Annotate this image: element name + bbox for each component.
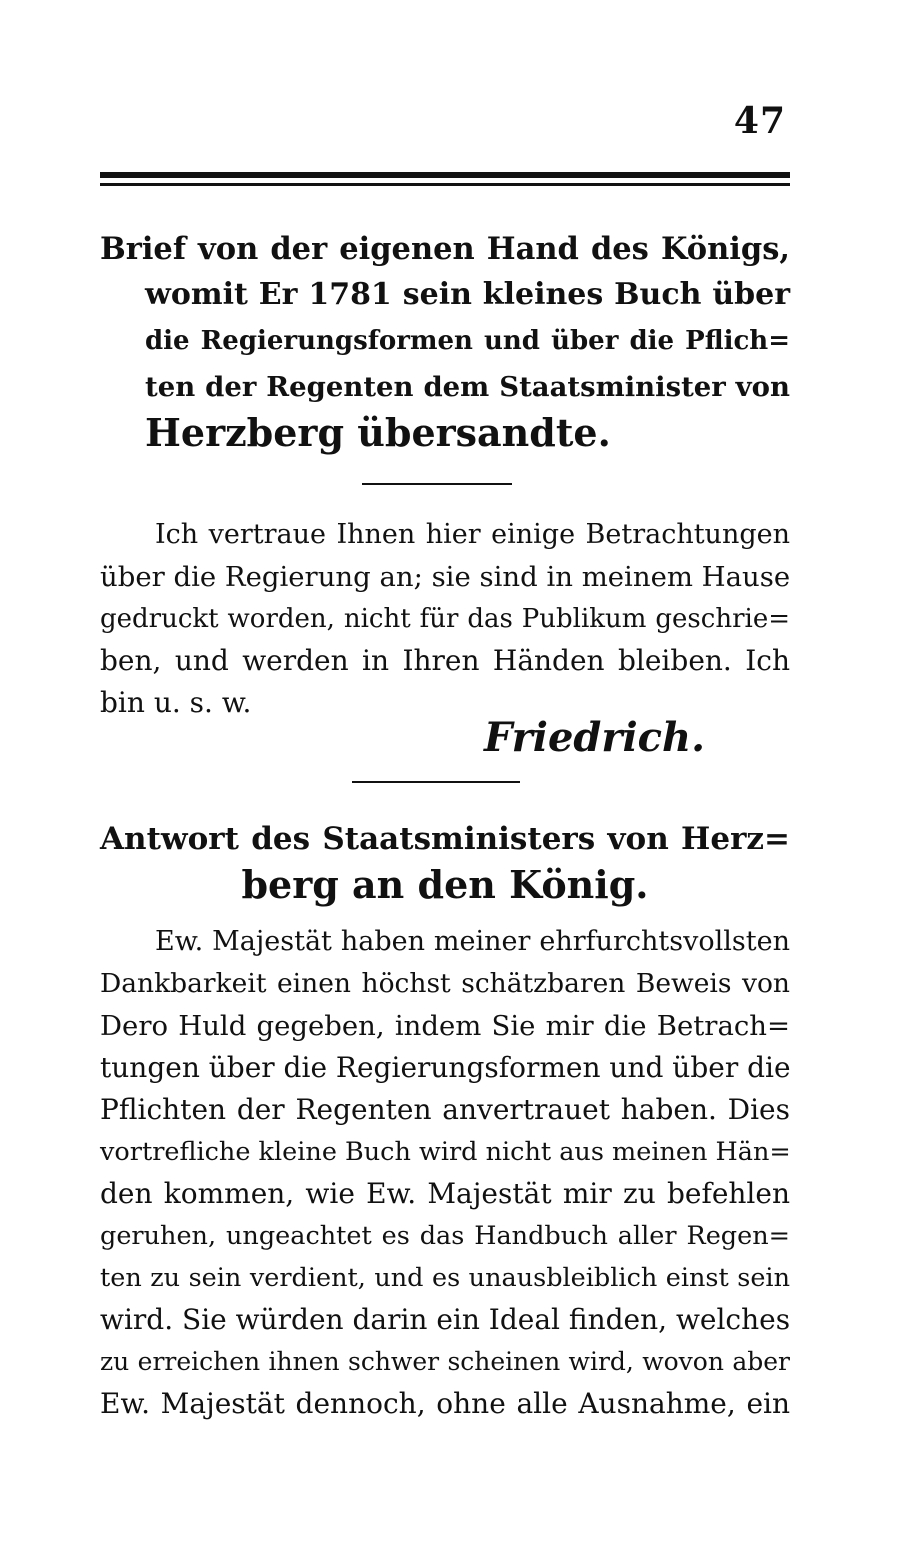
reply-body-line: Ew. Majestät dennoch, ohne alle Ausnahme, ein	[100, 1387, 790, 1420]
reply-body-line: tungen über die Regierungsformen und über die	[100, 1051, 791, 1084]
letter-body-line: über die Regierung an; sie sind in meinem Hause	[100, 561, 791, 593]
letter-body-line: bin u. s. w.	[100, 686, 252, 719]
letter-body-line: gedruckt worden, nicht für das Publikum geschrie=	[100, 604, 790, 634]
reply-body-line: den kommen, wie Ew. Majestät mir zu befehlen	[100, 1177, 790, 1210]
reply-body-line: zu erreichen ihnen schwer scheinen wird, wovon aber	[100, 1347, 790, 1376]
section-divider	[352, 781, 520, 783]
page-number: 47	[733, 100, 786, 142]
reply-heading-line: Antwort des Staatsministers von Herz=	[100, 821, 790, 857]
letter-heading-line: die Regierungsformen und über die Pflich=	[145, 326, 790, 356]
reply-body-line: Dankbarkeit einen höchst schätzbaren Beweis von	[100, 968, 790, 999]
letter-body-line: ben, und werden in Ihren Händen bleiben. Ich	[100, 644, 790, 677]
reply-body-line: ten zu sein verdient, und es unausbleiblich einst sein	[100, 1263, 790, 1293]
reply-body-line: geruhen, ungeachtet es das Handbuch aller Regen=	[100, 1221, 790, 1251]
reply-body-line: Ew. Majestät haben meiner ehrfurchtsvollsten	[155, 926, 790, 957]
reply-heading	[100, 816, 790, 908]
header-rule-thin	[100, 183, 790, 186]
reply-body-line: Pflichten der Regenten anvertrauet haben. Dies	[100, 1093, 790, 1126]
reply-body-line: vortrefliche kleine Buch wird nicht aus meinen Hän=	[100, 1137, 791, 1167]
reply-body-line: wird. Sie würden darin ein Ideal finden, welches	[100, 1303, 791, 1336]
reply-body-line: Dero Huld gegeben, indem Sie mir die Betrach=	[100, 1010, 790, 1042]
letter-heading-line: ten der Regenten dem Staatsminister von	[145, 371, 790, 403]
letter-body	[100, 514, 790, 724]
letter-heading-line: Herzberg übersandte.	[145, 410, 611, 455]
letter-heading-line: womit Er 1781 sein kleines Buch über	[145, 277, 790, 312]
letter-heading	[100, 226, 790, 456]
header-rule-thick	[100, 172, 790, 178]
reply-heading-line: berg an den König.	[241, 862, 649, 907]
signature: Friedrich.	[483, 714, 705, 761]
letter-heading-line: Brief von der eigenen Hand des Königs,	[100, 231, 790, 267]
letter-body-line: Ich vertraue Ihnen hier einige Betrachtungen	[155, 519, 790, 550]
section-divider	[362, 483, 512, 485]
reply-body	[100, 921, 790, 1425]
